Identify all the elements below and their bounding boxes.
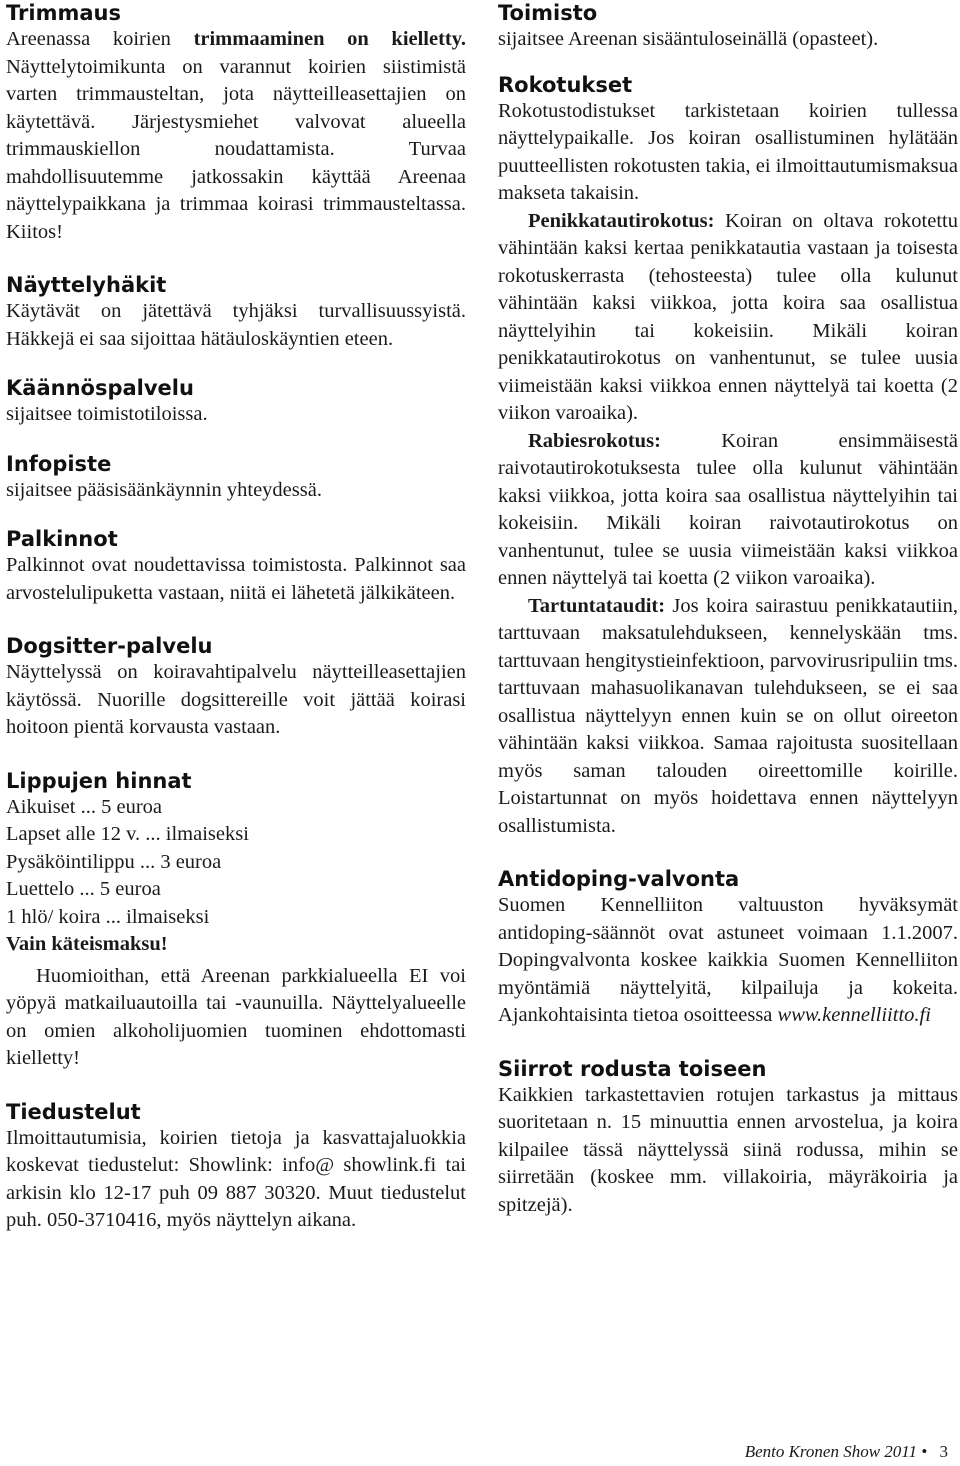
section-toimisto <box>498 0 958 54</box>
tartuntataudit-text: Tartuntataudit: Jos koira sairastuu penikkatautiin, tarttuvaan maksatulehdukseen, kennelyskään tms. tarttuvaan hengitystieinfektioon, parvovirusripuliin tms. tarttuvaan mahasuolikanavan tulehdukseen, se ei saa osallistua näyttelyyn ennen kuin se on ollut oireeton vähintään kaksi viikkoa. Samaa rajoitusta suositellaan myös saman talouden oireettomille koirille. Loistartunnat on myös hoidettava ennen näyttelyyn osallistumista. <box>498 594 958 837</box>
section-siirrot <box>498 1056 958 1220</box>
section-dogsitter <box>6 633 466 742</box>
heading-kaannospalvelu: Käännöspalvelu <box>6 376 194 400</box>
section-infopiste <box>6 451 466 505</box>
heading-rokotukset: Rokotukset <box>498 72 633 97</box>
dogsitter-text: Näyttelyssä on koiravahtipalvelu näytteilleasettajien käytössä. Nuorille dogsittereille voit jättää koirasi hoitoon pientä korvausta vastaan. <box>6 661 466 738</box>
section-kaannospalvelu <box>6 375 466 429</box>
rabies-text: Rabiesrokotus: Koiran ensimmäisestä raivotautirokotuksesta tulee olla kulunut vähintään kaksi viikkoa, jotta koira saa osallistua näyttelyihin tai kokeisiin. Mikäli koiran raivotautirokotus on vanhentunut, tulee se uusia viimeistään kaksi viikkoa ennen näyttelyä tai koetta (2 viikon varoaika). <box>498 429 958 589</box>
price-row-luettelo: Luettelo ... 5 euroa <box>6 878 161 900</box>
palkinnot-text: Palkinnot ovat noudettavissa toimistosta. Palkinnot saa arvostelulipuketta vastaan, niitä ei lähetetä jälkikäteen. <box>6 554 466 604</box>
heading-infopiste: Infopiste <box>6 451 112 476</box>
price-row-hlo-koira: 1 hlö/ koira ... ilmaiseksi <box>6 905 210 928</box>
tiedustelut-text: Ilmoittautumisia, koirien tietoja ja kasvattajaluokkia koskevat tiedustelut: Showlink: info@ showlink.fi tai arkisin klo 12-17 puh 09 887 30320. Muut tiedustelut puh. 050-3710416, myös näyttelyn aikana. <box>6 1126 466 1231</box>
section-nayttelyhakit <box>6 272 466 353</box>
heading-antidoping: Antidoping-valvonta <box>498 867 740 891</box>
trimmaus-ban: trimmaaminen on kielletty. <box>193 28 466 50</box>
kaannospalvelu-text: sijaitsee toimistotiloissa. <box>6 403 208 425</box>
trimmaus-text: Areenassa koirien trimmaaminen on kielletty. Näyttelytoimikunta on varannut koirien siistimistä varten trimmausteltan, jota näytteilleasettajien on käytettävä. Järjestysmiehet valvovat alueella trimmauskiellon noudattamista. Turvaa mahdollisuutemme jatkossakin käyttää Areenaa näyttelypaikkana ja trimmaa koirasi trimmausteltassa. Kiitos! <box>6 28 466 243</box>
penikkatauti-text: Penikkatautirokotus: Koiran on oltava rokotettu vähintään kaksi kertaa penikkatautia vastaan ja toisesta rokotuskerrasta (tehosteesta) tulee olla kulunut vähintään kaksi viikkoa, jotta koira saa osallistua näyttelyihin tai kokeisiin. Mikäli koiran penikkatautirokotus on vanhentunut, se tulee uusia viimeistään kaksi viikkoa ennen näyttelyä tai koetta (2 viikon varoaika). <box>498 209 958 424</box>
heading-dogsitter: Dogsitter-palvelu <box>6 634 213 658</box>
section-tiedustelut <box>6 1099 466 1235</box>
section-trimmaus <box>6 0 466 246</box>
price-row-pysakointilippu: Pysäköintilippu ... 3 euroa <box>6 850 222 873</box>
publication-name: Bento Kronen Show 2011 <box>744 1442 918 1461</box>
infopiste-text: sijaitsee pääsisäänkäynnin yhteydessä. <box>6 478 322 501</box>
section-lippujen-hinnat <box>6 768 466 1073</box>
heading-trimmaus: Trimmaus <box>6 1 121 25</box>
heading-nayttelyhakit: Näyttelyhäkit <box>6 273 167 297</box>
toimisto-text: sijaitsee Areenan sisääntuloseinällä (opasteet). <box>498 28 879 50</box>
antidoping-text: Suomen Kennelliiton valtuuston hyväksymät antidoping-säännöt ovat astuneet voimaan 1.1.2007. Dopingvalvonta koskee kaikkia Suomen Kennelliiton myöntämiä näyttelyitä, kilpailuja ja kokeita. Ajankohtaisinta tietoa osoitteessa www.kennelliitto.fi <box>498 894 958 1026</box>
price-row-lapset: Lapset alle 12 v. ... ilmaiseksi <box>6 823 249 845</box>
price-row-aikuiset: Aikuiset ... 5 euroa <box>6 795 162 818</box>
nayttelyhakit-text: Käytävät on jätettävä tyhjäksi turvallisuussyistä. Häkkejä ei saa sijoittaa hätäuloskäyntien eteen. <box>6 300 466 350</box>
cash-only-note: Vain käteismaksu! <box>6 933 168 955</box>
heading-tiedustelut: Tiedustelut <box>6 1099 141 1124</box>
heading-lippujen-hinnat: Lippujen hinnat <box>6 768 192 793</box>
siirrot-text: Kaikkien tarkastettavien rotujen tarkastus ja mittaus suoritetaan n. 15 minuuttia ennen arvostelua, ja koira kilpailee tässä näyttelyssä siinä rodussa, mihin se siirretään (koskee mm. villakoiria, mäyräkoiria ja spitzejä). <box>498 1083 958 1216</box>
heading-toimisto: Toimisto <box>498 1 598 25</box>
page-footer <box>745 1442 948 1462</box>
section-palkinnot <box>6 526 466 607</box>
page-number: 3 <box>939 1442 948 1461</box>
right-column <box>498 0 958 1219</box>
section-antidoping <box>498 866 958 1030</box>
left-column <box>6 0 466 1235</box>
heading-palkinnot: Palkinnot <box>6 527 118 551</box>
footer-separator: • <box>921 1442 928 1461</box>
section-rokotukset <box>498 72 958 841</box>
parking-note: Huomioithan, että Areenan parkkialueella EI voi yöpyä matkailuautoilla tai -vaunuilla. Näyttelyalueelle on omien alkoholijuomien tuominen ehdottomasti kielletty! <box>6 964 466 1069</box>
rokotukset-intro: Rokotustodistukset tarkistetaan koirien tullessa näyttelypaikalle. Jos koiran osallistuminen hylätään puutteellisten rokotusten takia, ei ilmoittautumismaksua makseta takaisin. <box>498 99 958 204</box>
kennelliitto-link[interactable]: www.kennelliitto.fi <box>777 1004 931 1026</box>
heading-siirrot: Siirrot rodusta toiseen <box>498 1056 767 1081</box>
